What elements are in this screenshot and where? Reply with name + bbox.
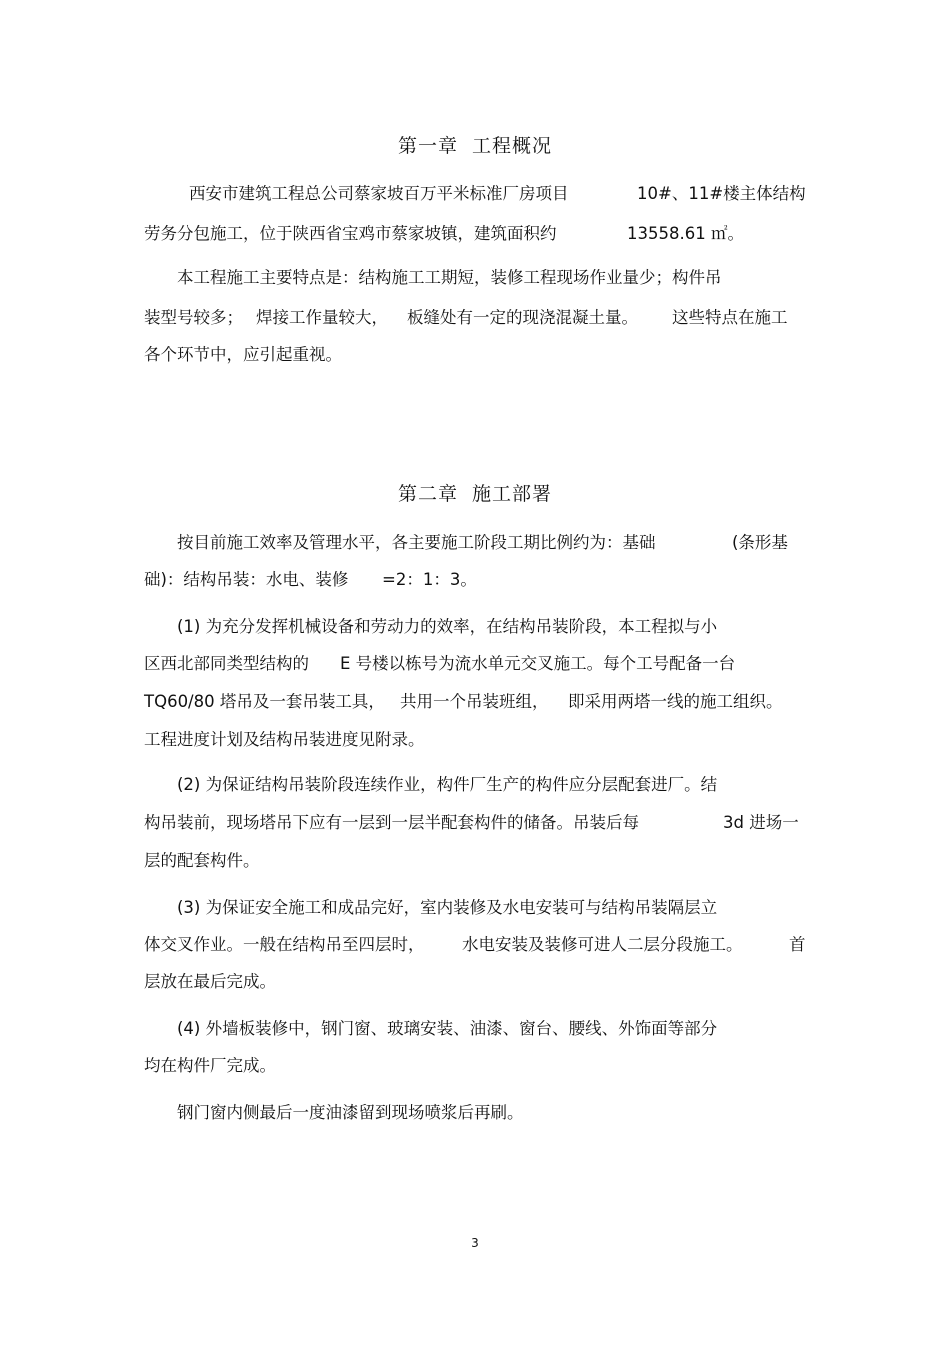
paragraph-line: 装型号较多； bbox=[144, 308, 243, 327]
paragraph-line: 本工程施工主要特点是：结构施工工期短，装修工程现场作业量少；构件吊 bbox=[177, 268, 722, 287]
paragraph-line: TQ60/80 塔吊及一套吊装工具， bbox=[144, 692, 385, 711]
paragraph-line: 区西北部同类型结构的 bbox=[144, 654, 309, 673]
paragraph-line: 层放在最后完成。 bbox=[144, 972, 276, 991]
paragraph-line: 板缝处有一定的现浇混凝土量。 bbox=[407, 308, 638, 327]
paragraph-line: 各个环节中，应引起重视。 bbox=[144, 345, 342, 364]
paragraph-line: 3d 进场一 bbox=[723, 813, 799, 832]
paragraph-line: 西安市建筑工程总公司蔡家坡百万平米标准厂房项目 bbox=[189, 184, 569, 203]
paragraph-line: 劳务分包施工，位于陕西省宝鸡市蔡家坡镇，建筑面积约 bbox=[144, 224, 557, 243]
chapter-1-heading bbox=[0, 131, 950, 158]
paragraph-line: 这些特点在施工 bbox=[672, 308, 788, 327]
paragraph-line: 10#、11#楼主体结构 bbox=[637, 184, 806, 203]
paragraph-line: (3) 为保证安全施工和成品完好，室内装修及水电安装可与结构吊装隔层立 bbox=[177, 898, 718, 917]
paragraph-line: 构吊装前，现场塔吊下应有一层到一层半配套构件的储备。吊装后每 bbox=[144, 813, 639, 832]
paragraph-line: (1) 为充分发挥机械设备和劳动力的效率，在结构吊装阶段，本工程拟与小 bbox=[177, 617, 718, 636]
paragraph-line: 体交叉作业。一般在结构吊至四层时， bbox=[144, 935, 425, 954]
chapter-2-title: 施工部署 bbox=[472, 483, 553, 505]
paragraph-line: (条形基 bbox=[732, 533, 788, 552]
page-number: 3 bbox=[471, 1236, 479, 1250]
paragraph-line: (4) 外墙板装修中，钢门窗、玻璃安装、油漆、窗台、腰线、外饰面等部分 bbox=[177, 1019, 718, 1038]
chapter-2-number: 第二章 bbox=[397, 483, 458, 505]
paragraph-line: 水电安装及装修可进人二层分段施工。 bbox=[462, 935, 743, 954]
paragraph-line: (2) 为保证结构吊装阶段连续作业，构件厂生产的构件应分层配套进厂。结 bbox=[177, 775, 718, 794]
paragraph-line: =2：1：3。 bbox=[382, 570, 477, 589]
chapter-1-number: 第一章 bbox=[397, 135, 458, 157]
paragraph-line: 按目前施工效率及管理水平，各主要施工阶段工期比例约为：基础 bbox=[177, 533, 656, 552]
paragraph-line: 首 bbox=[789, 935, 806, 954]
chapter-1-title: 工程概况 bbox=[472, 135, 553, 157]
paragraph-line: 焊接工作量较大， bbox=[256, 308, 388, 327]
paragraph-line: 础)：结构吊装：水电、装修 bbox=[144, 570, 349, 589]
paragraph-line: E 号楼以栋号为流水单元交叉施工。每个工号配备一台 bbox=[340, 654, 736, 673]
paragraph-line: 共用一个吊装班组， bbox=[400, 692, 549, 711]
paragraph-line: 工程进度计划及结构吊装进度见附录。 bbox=[144, 730, 425, 749]
paragraph-line: 13558.61 ㎡。 bbox=[627, 224, 744, 243]
paragraph-line: 钢门窗内侧最后一度油漆留到现场喷浆后再刷。 bbox=[177, 1103, 524, 1122]
paragraph-line: 均在构件厂完成。 bbox=[144, 1056, 276, 1075]
chapter-2-heading bbox=[0, 479, 950, 506]
paragraph-line: 层的配套构件。 bbox=[144, 851, 260, 870]
paragraph-line: 即采用两塔一线的施工组织。 bbox=[568, 692, 783, 711]
